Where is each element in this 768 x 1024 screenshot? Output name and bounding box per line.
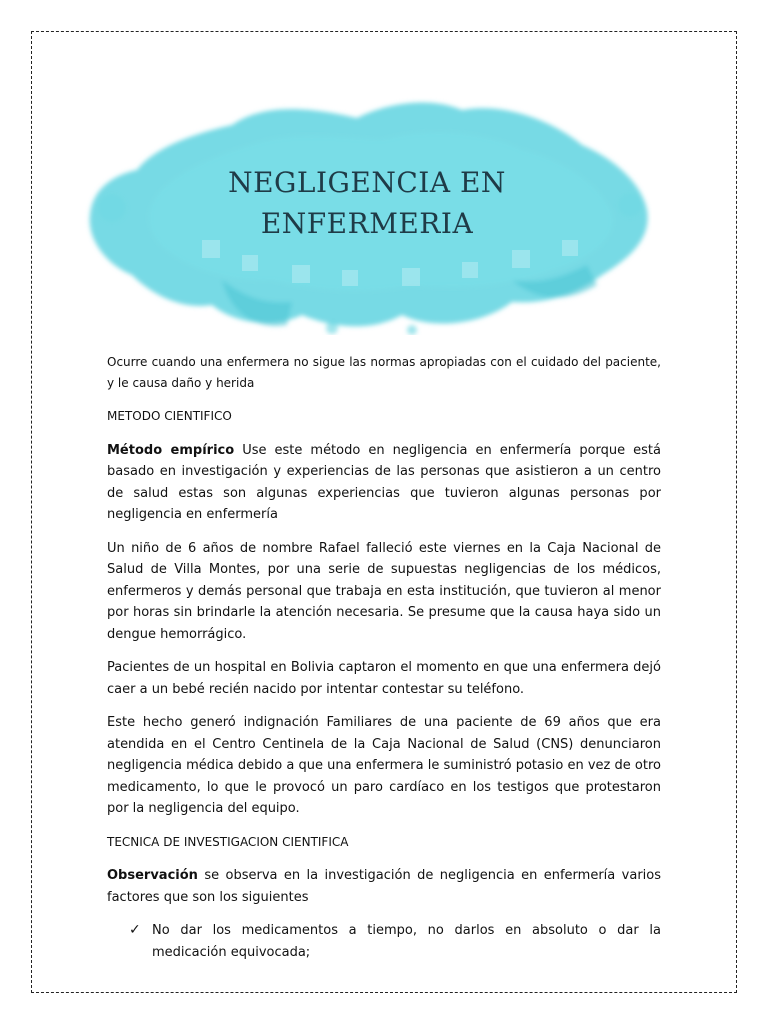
list-item [107,920,661,963]
title-banner [82,90,652,335]
case-paragraph-1: Un niño de 6 años de nombre Rafael falleció este viernes en la Caja Nacional de Salud de Villa Montes, por una serie de supuestas negligencias de los médicos, enfermeros y demás personal que trabaja en esta institución, que tuvieron al menor por horas sin brindarle la atención necesaria. Se presume que la causa haya sido un dengue hemorrágico. [107,540,661,642]
observacion-text: se observa en la investigación de negligencia en enfermería varios factores que son los siguientes [107,868,661,905]
title-line-2: ENFERMERIA [260,207,474,240]
metodo-term: Método empírico [107,442,235,458]
title-line-1: NEGLIGENCIA EN [228,166,506,199]
observacion-paragraph [107,865,661,908]
document-body [107,352,661,963]
metodo-heading: METODO CIENTIFICO [107,409,232,423]
case-paragraph-3: Este hecho generó indignación Familiares de una paciente de 69 años que era atendida en el Centro Centinela de la Caja Nacional de Salud (CNS) denunciaron negligencia médica debido a que una enfermera le suministró potasio en vez de otro medicamento, lo que le provocó un paro cardíaco en los testigos que protestaron por la negligencia del equipo. [107,715,661,816]
metodo-text: Use este método en negligencia en enfermería porque está basado en investigación y experiencias de las personas que asistieron a un centro de salud estas son algunas experiencias que tuvieron algunas personas por negligencia en enfermería [107,442,661,522]
case-paragraph-2: Pacientes de un hospital en Bolivia captaron el momento en que una enfermera dejó caer a un bebé recién nacido por intentar contestar su teléfono. [107,660,661,697]
tecnica-heading: TECNICA DE INVESTIGACION CIENTIFICA [107,834,349,849]
metodo-paragraph [107,440,661,526]
factor-list [107,920,661,963]
intro-paragraph: Ocurre cuando una enfermera no sigue las normas apropiadas con el cuidado del paciente, y le causa daño y herida [107,355,661,390]
list-item-text: No dar los medicamentos a tiempo, no darlos en absoluto o dar la medicación equivocada; [152,923,661,960]
page-title [82,162,652,244]
checkmark-icon: ✓ [129,922,141,938]
observacion-term: Observación [107,868,198,883]
